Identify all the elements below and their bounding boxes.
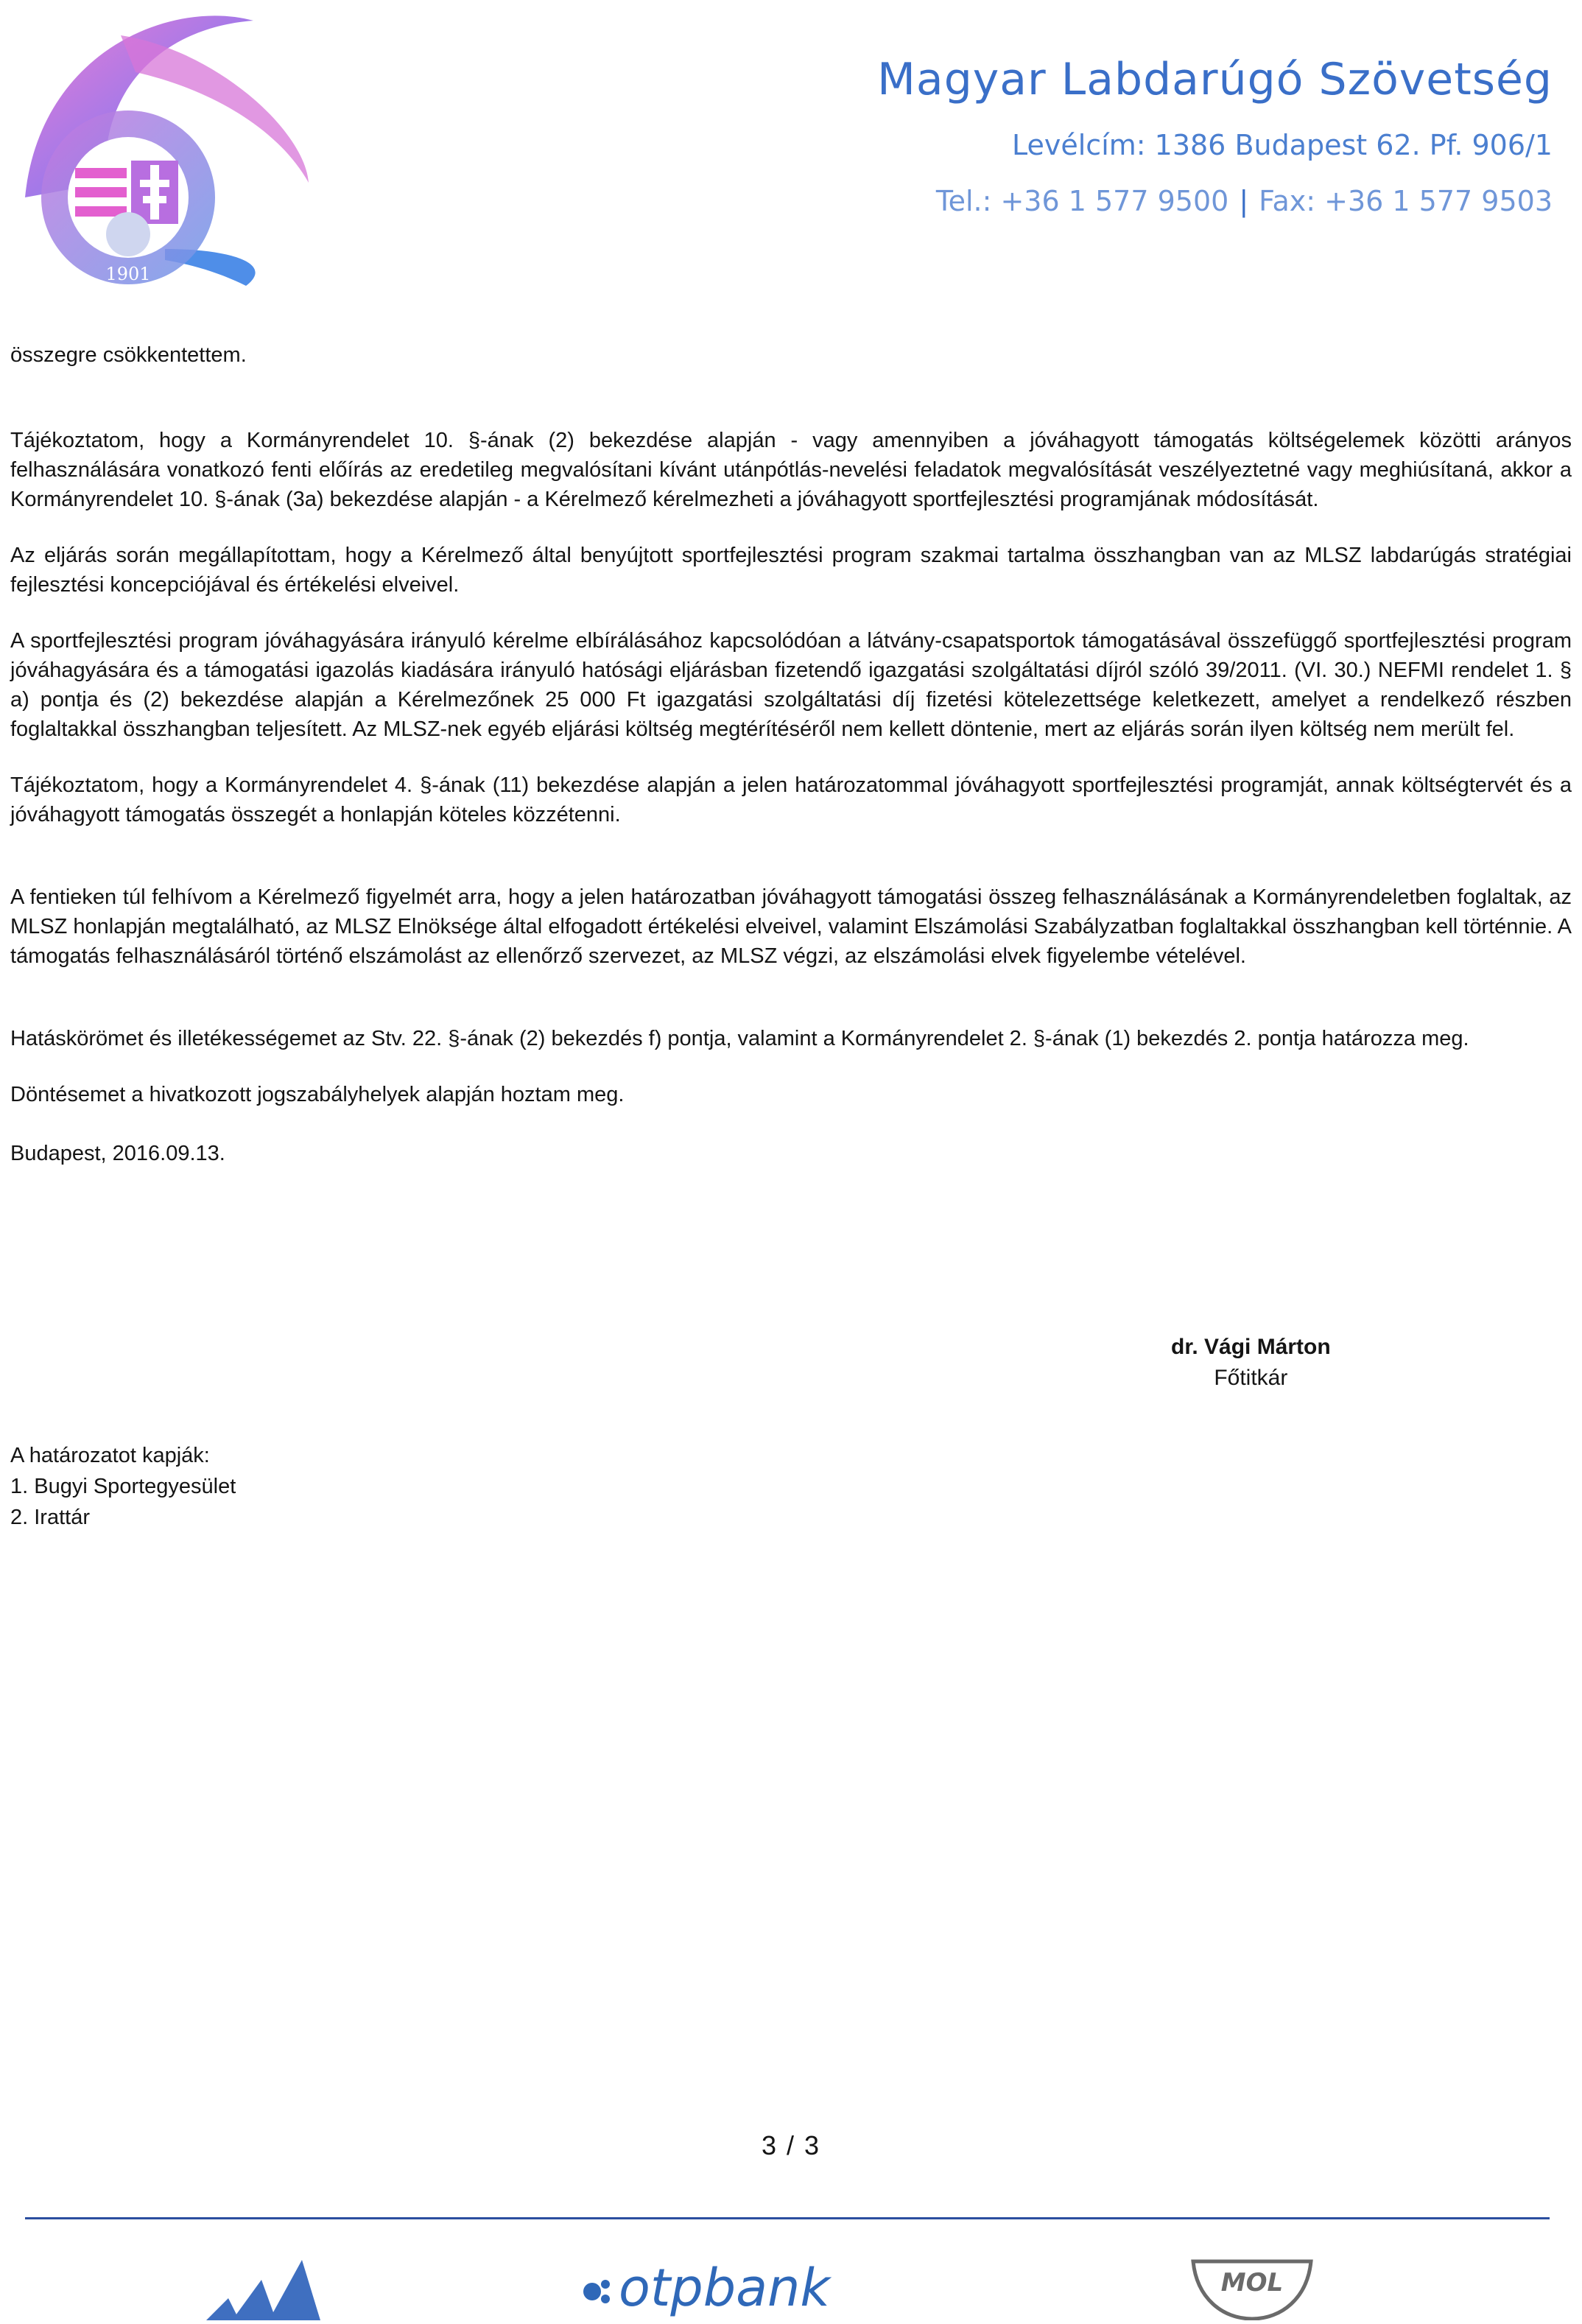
mol-logo-icon — [1178, 2254, 1326, 2320]
signatory-title: Főtitkár — [1214, 1366, 1288, 1390]
paragraph: Tájékoztatom, hogy a Kormányrendelet 4. §-ának (11) bekezdése alapján a jelen határozatommal jóváhagyott sportfejlesztési programját, annak költségtervét és a jóváhagyott támogatás összegét a honlapján köteles közzétenni. — [10, 773, 1572, 826]
paragraph: A fentieken túl felhívom a Kérelmező figyelmét arra, hogy a jelen határozatban jóváhagyott támogatási összeg felhasználásának a Kormányrendeletben foglaltak, az MLSZ honlapján megtalálható, az MLSZ Elnöksége által elfogadott értékelési elveivel, valamint Elszámolási Szabályzatban foglaltakkal összhangban kell történnie. A támogatás felhasználásáról történő elszámolást az ellenőrző szervezet, az MLSZ végzi, az elszámolási elvek figyelembe vételével. — [10, 885, 1572, 968]
signature-block — [1171, 1332, 1331, 1394]
list-item: 1. Bugyi Sportegyesület — [10, 1475, 236, 1498]
paragraph: Tájékoztatom, hogy a Kormányrendelet 10. §-ának (2) bekezdése alapján - vagy amennyiben a jóváhagyott támogatás költségelemek közötti arányos felhasználására vonatkozó fenti előírás az eredetileg megvalósítani kívánt utánpótlás-nevelési feladatok megvalósítását veszélyeztetné vagy meghiúsítaná, akkor a Kormányrendelet 10. §-ának (3a) bekezdése alapján - a Kérelmező kérelmezheti a jóváhagyott sportfejlesztési programjának módosítását. — [10, 429, 1572, 511]
document-date: Budapest, 2016.09.13. — [10, 1142, 225, 1165]
mol-text: MOL — [1220, 2268, 1284, 2297]
recipients-heading: A határozatot kapják: — [10, 1444, 210, 1467]
document-body — [10, 340, 1572, 1168]
organization-name: Magyar Labdarúgó Szövetség — [877, 54, 1553, 105]
paragraph: A sportfejlesztési program jóváhagyására irányuló kérelme elbírálásához kapcsolódóan a látvány-csapatsportok támogatásával összefüggő sportfejlesztési program jóváhagyására és a támogatási igazolás kiadására irányuló hatósági eljárásban fizetendő igazgatási szolgáltatási díjról szóló 39/2011. (VI. 30.) NEFMI rendelet 1. § a) pontja és (2) bekezdése alapján a Kérelmezőnek 25 000 Ft igazgatási szolgáltatási díj fizetési kötelezettsége keletkezett, amelyet a rendelkező részben foglaltakkal összhangban teljesített. Az MLSZ-nek egyéb eljárási költség megtérítéséről nem kellett döntenie, mert az eljárás során ilyen költség nem merült fel. — [10, 629, 1572, 741]
list-item: 2. Irattár — [10, 1506, 90, 1529]
paragraph: Döntésemet a hivatkozott jogszabályhelyek alapján hoztam meg. — [10, 1083, 625, 1106]
mlsz-crest-logo-icon — [10, 6, 320, 295]
mlsz-logo — [10, 6, 320, 295]
otpbank-text: otpbank — [619, 2258, 830, 2318]
phone-number: Tel.: +36 1 577 9500 — [935, 185, 1229, 217]
contact-separator: | — [1239, 185, 1249, 217]
footer-divider — [25, 2217, 1550, 2219]
organization-contact — [877, 187, 1553, 215]
paragraph: Hatáskörömet és illetékességemet az Stv. 22. §-ának (2) bekezdés f) pontja, valamint a Kormányrendelet 2. §-ának (1) bekezdés 2. pontja határozza meg. — [10, 1027, 1469, 1050]
paragraph: Az eljárás során megállapítottam, hogy a Kérelmező által benyújtott sportfejlesztési program szakmai tartalma összhangban van az MLSZ labdarúgás stratégiai fejlesztési koncepciójával és értékelési elveivel. — [10, 544, 1572, 597]
logo-year: 1901 — [105, 264, 151, 284]
letterhead — [877, 54, 1553, 217]
paragraph: összegre csökkentettem. — [10, 343, 247, 367]
page-number: 3 / 3 — [761, 2130, 821, 2160]
signatory-name: dr. Vági Márton — [1171, 1335, 1331, 1359]
otp-dot-icon — [582, 2277, 611, 2306]
otpbank-logo — [582, 2258, 830, 2320]
organization-address: Levélcím: 1386 Budapest 62. Pf. 906/1 — [1012, 129, 1553, 161]
fax-number: Fax: +36 1 577 9503 — [1259, 185, 1553, 217]
adidas-logo-icon — [199, 2254, 331, 2320]
recipients-list — [10, 1440, 236, 1533]
